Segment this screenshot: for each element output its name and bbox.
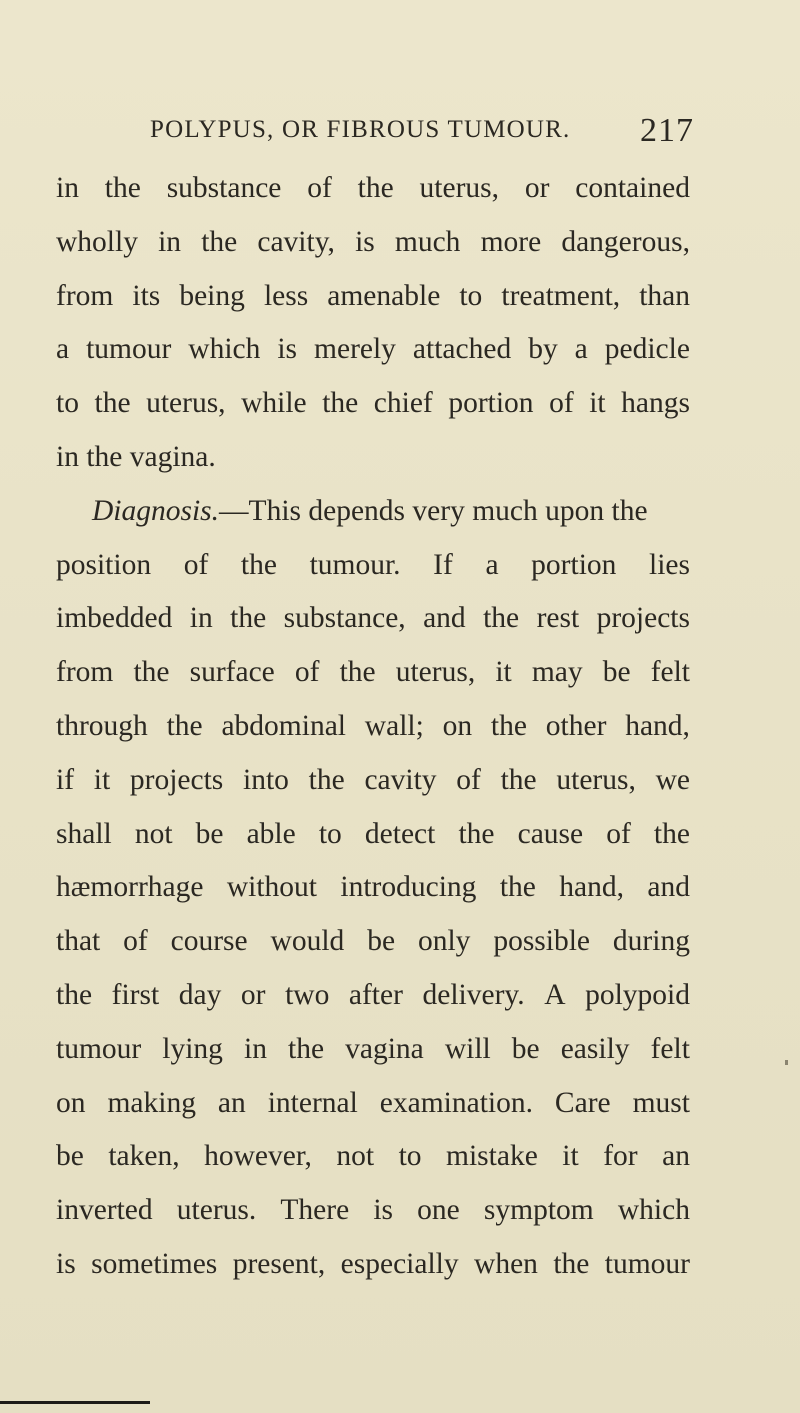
word: of [606, 817, 631, 850]
word: in [56, 172, 79, 204]
word: be [511, 1032, 540, 1065]
text-line [56, 323, 690, 377]
word: would [270, 925, 345, 958]
word: the [322, 387, 359, 420]
word: an [217, 1086, 246, 1119]
section-heading-diagnosis: Diagnosis. [92, 494, 220, 527]
word: which [188, 333, 261, 366]
text-line-continuation: —This depends very much upon the [219, 494, 648, 527]
word: course [170, 925, 248, 958]
word: the [357, 172, 394, 204]
word: of [183, 548, 209, 581]
word: vagina [345, 1032, 424, 1065]
word: will [444, 1032, 491, 1065]
word: two [285, 978, 330, 1011]
word: not [336, 1140, 375, 1173]
word: easily [560, 1032, 630, 1065]
word: cause [517, 817, 584, 850]
text-line [56, 808, 690, 862]
running-header [0, 112, 800, 152]
word: the [230, 602, 267, 635]
word: a [574, 333, 588, 366]
word: hangs [621, 387, 690, 420]
word: one [417, 1194, 460, 1227]
word: If [433, 548, 453, 581]
word: through [56, 709, 148, 742]
body-text [56, 162, 690, 1292]
word: while [241, 387, 307, 420]
word: is [56, 1247, 76, 1280]
word: when [474, 1247, 538, 1280]
word: it [495, 656, 512, 689]
word: it [93, 763, 111, 796]
text-line [56, 539, 690, 593]
page-number: 217 [640, 112, 694, 149]
diagnosis-paragraph-start [56, 485, 690, 539]
word: imbedded [56, 602, 173, 635]
word: shall [56, 817, 112, 850]
word: the [166, 709, 203, 742]
word: the [483, 602, 520, 635]
text-line [56, 646, 690, 700]
word: of [549, 387, 574, 420]
word: lying [162, 1032, 223, 1065]
word: the [458, 817, 495, 850]
word: delivery. [422, 978, 525, 1011]
word: on [56, 1086, 86, 1119]
word: felt [650, 1032, 690, 1065]
word: of [307, 172, 332, 204]
text-line [56, 700, 690, 754]
word: to [459, 279, 483, 312]
word: is [373, 1194, 394, 1227]
text-line [56, 1023, 690, 1077]
word: be [56, 1140, 84, 1173]
word: to [56, 387, 79, 420]
text-line [56, 915, 690, 969]
word: the [94, 387, 131, 420]
word: substance, [283, 602, 406, 635]
word: from [56, 279, 114, 312]
word: tumour [56, 1032, 142, 1065]
word: possible [493, 925, 591, 958]
bottom-rule [0, 1401, 150, 1404]
word: the [490, 709, 527, 742]
word: polypoid [585, 978, 690, 1011]
word: amenable [327, 279, 441, 312]
word: it [562, 1140, 579, 1173]
word: into [243, 763, 289, 796]
word: the [201, 225, 238, 258]
word: Care [554, 1086, 611, 1119]
word: the [56, 978, 93, 1011]
word: portion [448, 387, 534, 420]
word: detect [364, 817, 436, 850]
word: able [246, 817, 296, 850]
word: more [480, 225, 542, 258]
word: and [647, 871, 690, 904]
word: felt [650, 656, 690, 689]
word: be [367, 925, 396, 958]
word: treatment, [501, 279, 621, 312]
text-line [56, 216, 690, 270]
word: without [226, 871, 318, 904]
word: contained [575, 172, 690, 204]
text-line [56, 592, 690, 646]
text-line [56, 1077, 690, 1131]
word: uterus, [556, 763, 636, 796]
word: for [603, 1140, 638, 1173]
word: in [189, 602, 213, 635]
word: of [294, 656, 320, 689]
word: the [104, 172, 141, 204]
word: only [417, 925, 471, 958]
text-line [56, 754, 690, 808]
word: after [348, 978, 403, 1011]
word: to [398, 1140, 422, 1173]
word: if [56, 763, 75, 796]
word: wall; [364, 709, 424, 742]
word: be [602, 656, 631, 689]
word: chief [373, 387, 433, 420]
word: uterus, [395, 656, 476, 689]
word: tumour [86, 333, 172, 366]
word: the [240, 548, 277, 581]
text-line [56, 1238, 690, 1292]
word: A [544, 978, 566, 1011]
word: by [528, 333, 558, 366]
word: is [277, 333, 298, 366]
word: wholly [56, 225, 138, 258]
word: it [589, 387, 606, 420]
word: the [339, 656, 376, 689]
word: pedicle [604, 333, 690, 366]
word: on [442, 709, 473, 742]
word: much [394, 225, 461, 258]
word: the [133, 656, 170, 689]
word: not [134, 817, 173, 850]
word: attached [412, 333, 512, 366]
text-line [56, 969, 690, 1023]
word: we [655, 763, 690, 796]
word: than [639, 279, 690, 312]
word: tumour. [309, 548, 401, 581]
word: examination. [379, 1086, 533, 1119]
word: merely [314, 333, 396, 366]
word: must [632, 1086, 690, 1119]
text-line: in the vagina. [56, 440, 216, 473]
word: be [195, 817, 224, 850]
word: projects [129, 763, 224, 796]
word: sometimes [91, 1247, 218, 1280]
word: dangerous, [561, 225, 690, 258]
word: a [56, 333, 70, 366]
word: surface [189, 656, 275, 689]
word: rest [536, 602, 580, 635]
word: tumour [604, 1247, 690, 1280]
word: which [617, 1194, 690, 1227]
text-line [56, 377, 690, 431]
word: position [56, 548, 152, 581]
word: to [318, 817, 342, 850]
word: in [158, 225, 182, 258]
text-line [56, 1184, 690, 1238]
word: hæmorrhage [56, 871, 204, 904]
word: is [355, 225, 375, 258]
word: present, [232, 1247, 326, 1280]
word: the [653, 817, 690, 850]
text-line [56, 861, 690, 915]
word: hand, [559, 871, 624, 904]
word: portion [531, 548, 617, 581]
word: projects [596, 602, 690, 635]
word: however, [204, 1140, 312, 1173]
word: internal [267, 1086, 358, 1119]
word: lies [649, 548, 690, 581]
word: other [545, 709, 607, 742]
page-edge-mark [785, 1060, 788, 1065]
text-line [56, 162, 690, 216]
word: the [500, 763, 537, 796]
word: There [280, 1194, 350, 1227]
word: and [423, 602, 466, 635]
word: an [662, 1140, 690, 1173]
word: especially [340, 1247, 459, 1280]
word: the [553, 1247, 590, 1280]
word: uterus, [146, 387, 226, 420]
word: substance [166, 172, 282, 204]
word: symptom [483, 1194, 594, 1227]
text-line [56, 1130, 690, 1184]
word: in [244, 1032, 267, 1065]
word: the [288, 1032, 325, 1065]
word: the [308, 763, 345, 796]
word: making [107, 1086, 196, 1119]
word: cavity [364, 763, 437, 796]
word: its [132, 279, 161, 312]
word: inverted [56, 1194, 153, 1227]
word: or [240, 978, 266, 1011]
word: being [179, 279, 245, 312]
word: day [178, 978, 222, 1011]
word: taken, [108, 1140, 180, 1173]
word: may [531, 656, 583, 689]
word: that [56, 925, 101, 958]
word: of [123, 925, 148, 958]
word: hand, [625, 709, 690, 742]
running-title: POLYPUS, OR FIBROUS TUMOUR. [150, 116, 571, 143]
word: less [263, 279, 309, 312]
word: the [499, 871, 536, 904]
word: during [612, 925, 690, 958]
word: a [485, 548, 499, 581]
word: or [524, 172, 550, 204]
word: first [111, 978, 160, 1011]
word: from [56, 656, 114, 689]
word: of [456, 763, 481, 796]
word: uterus, [419, 172, 499, 204]
word: introducing [340, 871, 477, 904]
word: abdominal [221, 709, 346, 742]
word: uterus. [176, 1194, 257, 1227]
word: mistake [446, 1140, 538, 1173]
text-line [56, 270, 690, 324]
word: cavity, [257, 225, 335, 258]
